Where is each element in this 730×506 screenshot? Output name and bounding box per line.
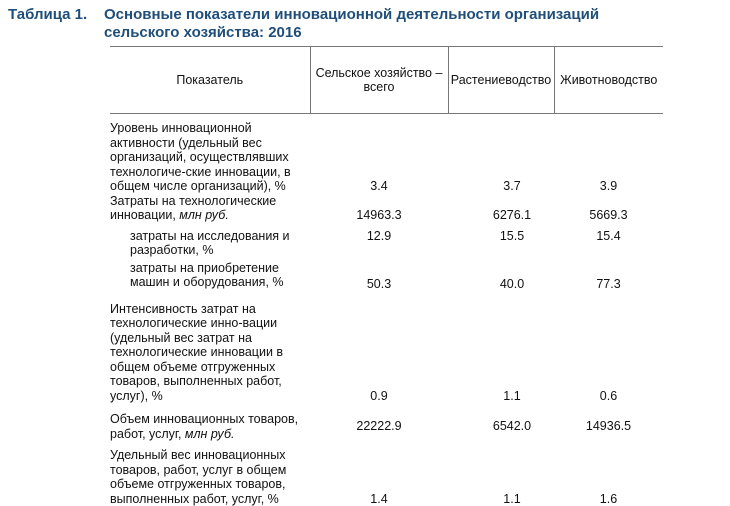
cell-value: 40.0 <box>499 277 525 291</box>
table-title-line-2: сельского хозяйства: 2016 <box>104 24 302 41</box>
column-header-indicator: Показатель <box>176 72 244 87</box>
table-row <box>110 441 663 506</box>
row-label: затраты на исследования и разработки, % <box>130 228 290 257</box>
table-row <box>110 258 663 292</box>
cell-value: 0.6 <box>599 388 618 403</box>
cell-value: 15.4 <box>596 228 621 243</box>
table-title <box>8 6 708 42</box>
unit-label: млн руб. <box>179 208 229 222</box>
column-header-crop-production: Растениеводство <box>448 46 554 113</box>
cell-value: 1.1 <box>503 388 521 403</box>
cell-value: 1.4 <box>370 491 388 506</box>
cell-value: 3.7 <box>503 179 521 193</box>
cell-value: 50.3 <box>366 277 392 291</box>
table-row <box>110 292 663 404</box>
cell-value: 3.9 <box>599 179 618 193</box>
row-label: затраты на приобретение машин и оборудования, % <box>130 260 284 289</box>
cell-value: 1.1 <box>503 491 521 506</box>
unit-label: млн руб. <box>184 426 235 441</box>
cell-value: 12.9 <box>366 228 392 243</box>
row-label: Удельный вес инновационных товаров, работ, услуг в общем объеме отгруженных товаров, выполненных работ, услуг, % <box>110 448 287 506</box>
cell-value: 0.9 <box>370 388 388 403</box>
cell-value: 5669.3 <box>589 208 628 222</box>
table-row <box>110 403 663 441</box>
table-header-row <box>110 46 663 113</box>
cell-value: 15.5 <box>499 228 525 243</box>
table-row <box>110 121 663 194</box>
row-label: Затраты на технологические инновации, млн руб. <box>110 193 277 222</box>
row-label: Объем инновационных товаров, работ, услуг, млн руб. <box>110 412 299 441</box>
column-header-livestock: Животноводство <box>554 46 663 113</box>
cell-value: 6276.1 <box>492 208 532 222</box>
table-row <box>110 194 663 223</box>
table-number: Таблица 1. <box>8 6 88 23</box>
row-label: Уровень инновационной активности (удельный вес организаций, осуществлявших технологиче-ские инновации, в общем числе организаций), % <box>110 121 291 193</box>
cell-value: 3.4 <box>370 179 388 193</box>
cell-value: 6542.0 <box>492 419 532 434</box>
table-title-line-1: Основные показатели инновационной деятельности организаций <box>104 6 600 23</box>
cell-value: 14936.5 <box>585 419 632 434</box>
table-row <box>110 223 663 258</box>
row-label: Интенсивность затрат на технологические инно-вации (удельный вес затрат на технологические инновации в общем объеме отгруженных товаров, выполненных работ, услуг), % <box>110 301 284 403</box>
cell-value: 22222.9 <box>356 419 402 434</box>
column-header-agriculture-total: Сельское хозяйство – всего <box>310 46 448 113</box>
indicators-table <box>110 46 663 506</box>
cell-value: 77.3 <box>596 277 621 291</box>
cell-value: 1.6 <box>599 491 618 506</box>
cell-value: 14963.3 <box>356 208 402 222</box>
